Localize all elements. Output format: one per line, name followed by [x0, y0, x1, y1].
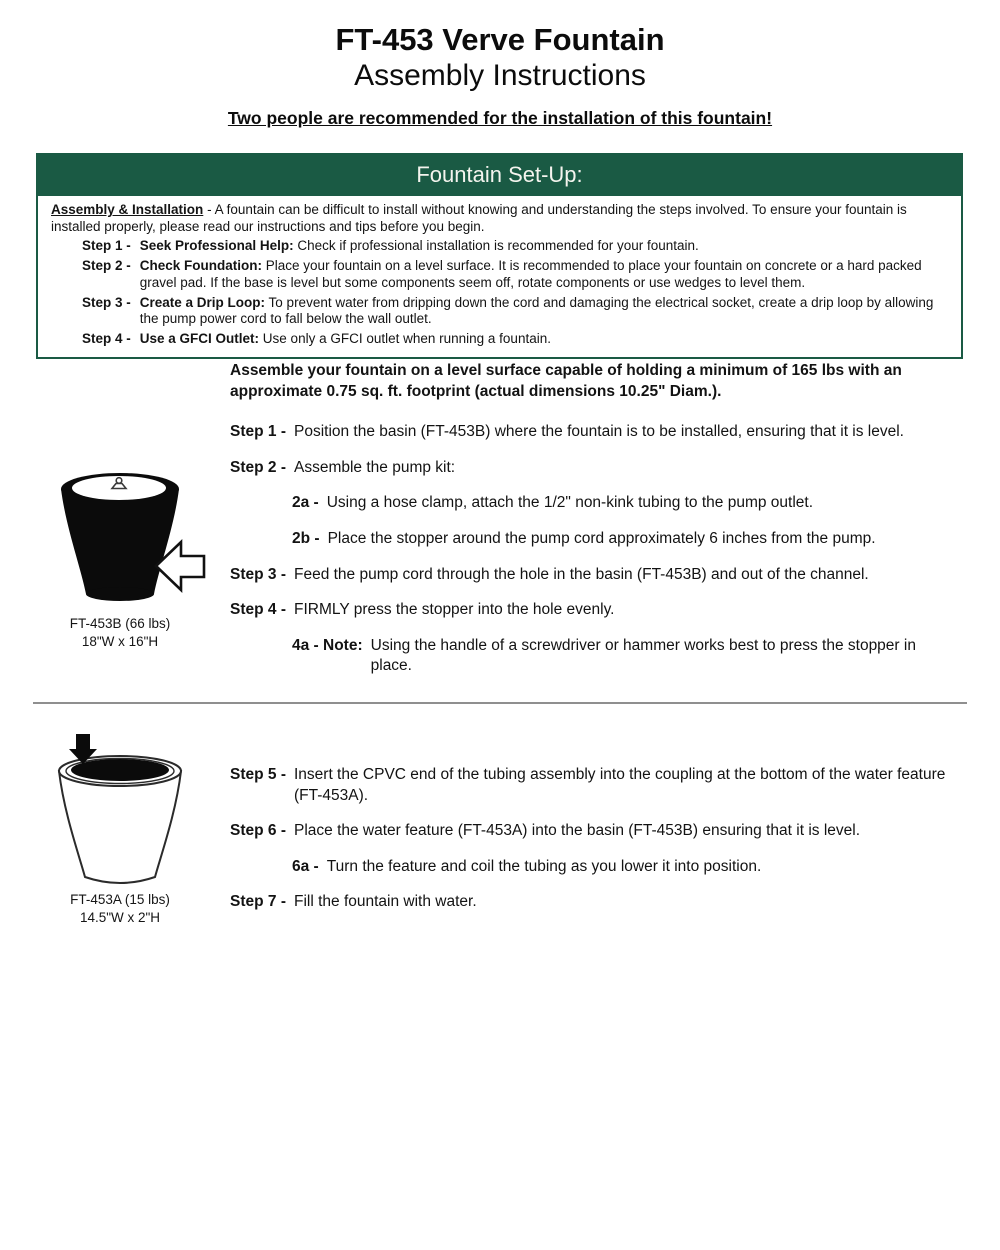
step-text: Position the basin (FT-453B) where the fountain is to be installed, ensuring that it is level.	[293, 423, 904, 441]
setup-box-title: Fountain Set-Up:	[38, 155, 961, 196]
basin-caption-model: FT-453B (66 lbs)	[69, 616, 171, 631]
water-feature-figure	[45, 728, 197, 895]
assembly-step-2	[230, 458, 948, 479]
step-text: Using the handle of a screwdriver or hammer works best to press the stopper in place.	[370, 636, 916, 675]
assembly-step-4	[230, 600, 948, 621]
document-header	[0, 0, 1000, 129]
setup-box-body	[38, 196, 961, 357]
step-label: 6a -	[292, 857, 319, 875]
assembly-step-7	[230, 892, 948, 913]
assembly-steps-top	[230, 361, 948, 692]
step-label: Step 1 -	[230, 423, 286, 441]
setup-intro-paragraph	[51, 202, 949, 235]
water-feature-caption-model: FT-453A (15 lbs)	[70, 892, 170, 907]
step-label: Step 7 -	[230, 893, 286, 911]
setup-step-body: To prevent water from dripping down the cord and damaging the electrical socket, create a drip loop by allowing the pump power cord to fall below the wall outlet.	[139, 294, 934, 327]
setup-step-heading: Check Foundation:	[139, 258, 263, 274]
setup-intro-text: - A fountain can be difficult to install without knowing and understanding the steps involved. To ensure your fountain is installed properly, please read our instructions and tips before you begin.	[51, 202, 907, 234]
setup-step-text	[140, 331, 949, 348]
step-text: Feed the pump cord through the hole in the basin (FT-453B) and out of the channel.	[293, 565, 869, 583]
setup-step-heading: Use a GFCI Outlet:	[139, 331, 260, 347]
setup-step-heading: Seek Professional Help:	[139, 238, 294, 254]
basin-caption	[40, 615, 200, 651]
setup-step-label: Step 4 -	[82, 331, 131, 347]
assembly-step-5	[230, 765, 948, 806]
step-label: Step 4 -	[230, 601, 286, 619]
setup-step-label: Step 3 -	[82, 294, 131, 310]
section-divider	[33, 702, 967, 704]
basin-caption-dimensions: 18"W x 16"H	[81, 633, 159, 649]
step-label: Step 5 -	[230, 766, 286, 783]
step-label: Step 6 -	[230, 822, 286, 840]
page-subtitle: Assembly Instructions	[354, 59, 646, 92]
setup-step-text	[140, 258, 949, 291]
setup-step-heading: Create a Drip Loop:	[139, 294, 266, 310]
page-title: FT-453 Verve Fountain	[335, 22, 665, 57]
setup-step-text	[140, 238, 949, 255]
assembly-step-1	[230, 422, 948, 443]
setup-step-2	[82, 258, 949, 291]
assembly-step-2b	[292, 529, 948, 550]
step-label: 2b -	[292, 530, 320, 548]
step-text: Using a hose clamp, attach the 1/2" non-kink tubing to the pump outlet.	[326, 494, 814, 512]
assembly-step-3	[230, 565, 948, 586]
step-text: FIRMLY press the stopper into the hole evenly.	[293, 601, 615, 619]
setup-step-label: Step 1 -	[82, 238, 131, 254]
setup-step-4	[82, 331, 949, 348]
fountain-setup-box	[36, 153, 963, 359]
step-text: Insert the CPVC end of the tubing assembly into the coupling at the bottom of the water feature (FT-453A).	[293, 766, 946, 804]
setup-step-3	[82, 295, 949, 328]
setup-step-label: Step 2 -	[82, 258, 131, 274]
assembly-steps-bottom	[230, 765, 948, 928]
step-label: 4a - Note:	[292, 636, 363, 654]
installation-notice: Two people are recommended for the installation of this fountain!	[227, 108, 773, 128]
setup-step-1	[82, 238, 949, 255]
water-feature-caption	[40, 891, 200, 927]
setup-step-body: Check if professional installation is recommended for your fountain.	[297, 238, 699, 254]
assembly-step-6a	[292, 857, 948, 878]
basin-figure	[55, 456, 215, 611]
step-text: Place the stopper around the pump cord approximately 6 inches from the pump.	[327, 530, 876, 548]
assembly-step-4a	[292, 636, 948, 677]
basin-illustration	[55, 456, 215, 606]
setup-step-text	[140, 295, 949, 328]
step-label: Step 3 -	[230, 565, 286, 583]
step-label: 2a -	[292, 494, 319, 512]
step-text: Assemble the pump kit:	[293, 458, 456, 476]
water-feature-illustration	[45, 728, 197, 890]
setup-step-body: Place your fountain on a level surface. It is recommended to place your fountain on concrete or a hard packed gravel pad. If the base is level but some components seem off, rotate components or use wedges to level them.	[139, 258, 922, 290]
step-text: Place the water feature (FT-453A) into the basin (FT-453B) ensuring that it is level.	[293, 822, 861, 840]
water-feature-caption-dimensions: 14.5"W x 2"H	[79, 909, 161, 925]
setup-step-body: Use only a GFCI outlet when running a fountain.	[262, 331, 551, 347]
assembly-intro: Assemble your fountain on a level surface capable of holding a minimum of 165 lbs with an approximate 0.75 sq. ft. footprint (actual dimensions 10.25" Diam.).	[230, 362, 902, 400]
assembly-step-2a	[292, 493, 948, 514]
assembly-step-6	[230, 821, 948, 842]
step-text: Turn the feature and coil the tubing as you lower it into position.	[326, 857, 762, 875]
step-label: Step 2 -	[230, 458, 286, 476]
step-text: Fill the fountain with water.	[293, 893, 477, 911]
setup-intro-label: Assembly & Installation	[51, 202, 204, 217]
